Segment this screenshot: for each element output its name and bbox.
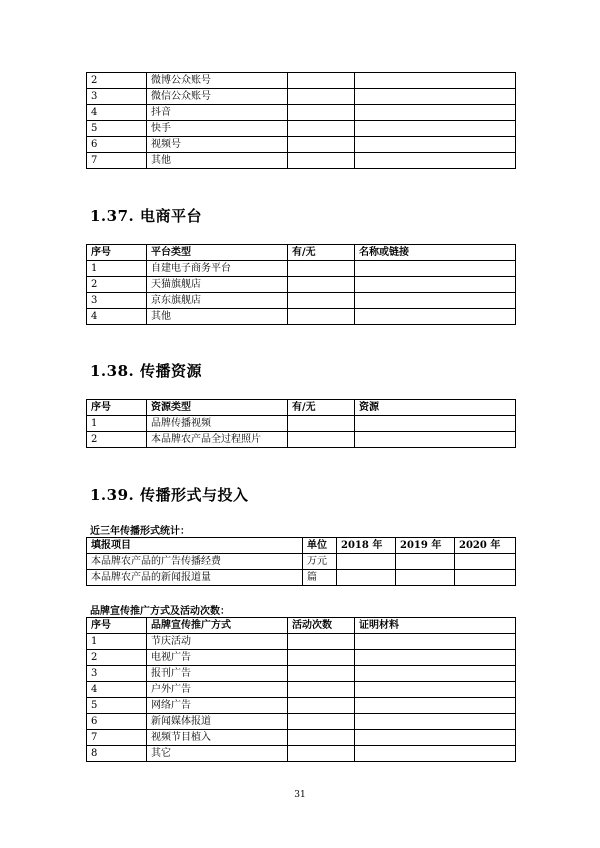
table-row — [87, 730, 516, 746]
table-cell: 本品牌农产品的广告传播经费 — [87, 554, 303, 570]
table-cell: 节庆活动 — [147, 634, 288, 650]
input-cell[interactable] — [288, 309, 355, 325]
stats-table — [86, 537, 516, 586]
input-cell[interactable] — [396, 554, 455, 570]
section-title-ecommerce: 1.37. 电商平台 — [90, 207, 202, 225]
input-cell[interactable] — [355, 309, 516, 325]
input-cell[interactable] — [355, 682, 516, 698]
table-cell: 视频号 — [147, 137, 288, 153]
col-header-has: 有/无 — [288, 400, 355, 416]
table-row — [87, 137, 516, 153]
table-row — [87, 634, 516, 650]
table-row — [87, 89, 516, 105]
table-cell: 天猫旗舰店 — [147, 277, 288, 293]
social-accounts-table — [86, 72, 516, 169]
input-cell[interactable] — [288, 682, 355, 698]
table-row — [87, 309, 516, 325]
input-cell[interactable] — [288, 73, 355, 89]
table-cell: 3 — [87, 293, 147, 309]
input-cell[interactable] — [288, 153, 355, 169]
table-cell: 京东旗舰店 — [147, 293, 288, 309]
input-cell[interactable] — [355, 634, 516, 650]
table-cell: 抖音 — [147, 105, 288, 121]
input-cell[interactable] — [288, 105, 355, 121]
resources-table — [86, 399, 516, 448]
input-cell[interactable] — [355, 261, 516, 277]
col-header-resource: 资源 — [355, 400, 516, 416]
table-row — [87, 432, 516, 448]
table-cell: 2 — [87, 650, 147, 666]
promo-caption: 品牌宣传推广方式及活动次数： — [90, 606, 230, 617]
resources-header-row — [87, 400, 516, 416]
input-cell[interactable] — [355, 666, 516, 682]
input-cell[interactable] — [288, 698, 355, 714]
promo-table-body — [87, 634, 516, 762]
col-header-has: 有/无 — [288, 245, 355, 261]
table-row — [87, 416, 516, 432]
col-header-2020: 2020 年 — [455, 538, 516, 554]
col-header-resource-type: 资源类型 — [147, 400, 288, 416]
input-cell[interactable] — [355, 730, 516, 746]
promo-table — [86, 617, 516, 762]
input-cell[interactable] — [355, 293, 516, 309]
input-cell[interactable] — [396, 570, 455, 586]
table-cell: 视频节目植入 — [147, 730, 288, 746]
input-cell[interactable] — [288, 746, 355, 762]
input-cell[interactable] — [455, 554, 516, 570]
table-cell: 本品牌农产品的新闻报道量 — [87, 570, 303, 586]
table-row — [87, 73, 516, 89]
col-header-index: 序号 — [87, 400, 147, 416]
table-row — [87, 650, 516, 666]
input-cell[interactable] — [355, 432, 516, 448]
section-title-forms-investment: 1.39. 传播形式与投入 — [90, 486, 249, 504]
section-title-resources: 1.38. 传播资源 — [90, 362, 202, 380]
table-row — [87, 293, 516, 309]
table-cell: 其他 — [147, 309, 288, 325]
promo-header-row — [87, 618, 516, 634]
table-cell: 自建电子商务平台 — [147, 261, 288, 277]
table-cell: 1 — [87, 416, 147, 432]
input-cell[interactable] — [355, 698, 516, 714]
input-cell[interactable] — [288, 432, 355, 448]
input-cell[interactable] — [355, 105, 516, 121]
input-cell[interactable] — [288, 666, 355, 682]
col-header-item: 填报项目 — [87, 538, 303, 554]
table-cell: 其它 — [147, 746, 288, 762]
table-cell: 网络广告 — [147, 698, 288, 714]
table-cell: 8 — [87, 746, 147, 762]
input-cell[interactable] — [288, 416, 355, 432]
table-cell: 报刊广告 — [147, 666, 288, 682]
stats-header-row — [87, 538, 516, 554]
input-cell[interactable] — [355, 121, 516, 137]
col-header-name-link: 名称或链接 — [355, 245, 516, 261]
input-cell[interactable] — [355, 416, 516, 432]
table-cell: 6 — [87, 714, 147, 730]
table-cell: 其他 — [147, 153, 288, 169]
table-cell: 3 — [87, 89, 147, 105]
table-cell: 4 — [87, 105, 147, 121]
input-cell[interactable] — [288, 730, 355, 746]
table-row — [87, 105, 516, 121]
input-cell[interactable] — [355, 73, 516, 89]
input-cell[interactable] — [355, 277, 516, 293]
input-cell[interactable] — [355, 89, 516, 105]
col-header-2019: 2019 年 — [396, 538, 455, 554]
table-cell: 本品牌农产品全过程照片 — [147, 432, 288, 448]
table-row — [87, 682, 516, 698]
input-cell[interactable] — [337, 570, 396, 586]
input-cell[interactable] — [355, 650, 516, 666]
table-cell: 微信公众账号 — [147, 89, 288, 105]
table-cell: 微博公众账号 — [147, 73, 288, 89]
input-cell[interactable] — [288, 293, 355, 309]
input-cell[interactable] — [355, 153, 516, 169]
col-header-index: 序号 — [87, 245, 147, 261]
input-cell[interactable] — [288, 714, 355, 730]
input-cell[interactable] — [288, 650, 355, 666]
stats-caption: 近三年传播形式统计： — [90, 526, 190, 537]
input-cell[interactable] — [288, 121, 355, 137]
input-cell[interactable] — [288, 261, 355, 277]
input-cell[interactable] — [288, 634, 355, 650]
table-row — [87, 570, 516, 586]
table-cell: 5 — [87, 121, 147, 137]
table-row — [87, 121, 516, 137]
table-cell: 3 — [87, 666, 147, 682]
table-cell: 2 — [87, 277, 147, 293]
table-cell: 1 — [87, 634, 147, 650]
input-cell[interactable] — [455, 570, 516, 586]
ecommerce-header-row — [87, 245, 516, 261]
input-cell[interactable] — [337, 554, 396, 570]
table-cell: 5 — [87, 698, 147, 714]
table-row — [87, 714, 516, 730]
social-table-body — [87, 73, 516, 169]
ecommerce-table — [86, 244, 516, 325]
table-cell: 4 — [87, 682, 147, 698]
input-cell[interactable] — [355, 746, 516, 762]
table-cell: 1 — [87, 261, 147, 277]
table-cell: 4 — [87, 309, 147, 325]
table-row — [87, 153, 516, 169]
col-header-platform-type: 平台类型 — [147, 245, 288, 261]
table-cell: 品牌传播视频 — [147, 416, 288, 432]
table-row — [87, 277, 516, 293]
table-row — [87, 666, 516, 682]
table-cell: 快手 — [147, 121, 288, 137]
col-header-2018: 2018 年 — [337, 538, 396, 554]
table-cell: 万元 — [303, 554, 337, 570]
input-cell[interactable] — [355, 137, 516, 153]
input-cell[interactable] — [288, 89, 355, 105]
table-cell: 新闻媒体报道 — [147, 714, 288, 730]
col-header-promo-method: 品牌宣传推广方式 — [147, 618, 288, 634]
input-cell[interactable] — [288, 137, 355, 153]
table-row — [87, 261, 516, 277]
table-row — [87, 698, 516, 714]
input-cell[interactable] — [288, 277, 355, 293]
resources-table-body — [87, 416, 516, 448]
col-header-activity-count: 活动次数 — [288, 618, 355, 634]
table-row — [87, 554, 516, 570]
table-cell: 6 — [87, 137, 147, 153]
col-header-proof-material: 证明材料 — [355, 618, 516, 634]
table-cell: 2 — [87, 432, 147, 448]
table-cell: 7 — [87, 153, 147, 169]
table-cell: 2 — [87, 73, 147, 89]
table-cell: 篇 — [303, 570, 337, 586]
ecommerce-table-body — [87, 261, 516, 325]
table-cell: 电视广告 — [147, 650, 288, 666]
table-row — [87, 746, 516, 762]
col-header-unit: 单位 — [303, 538, 337, 554]
col-header-index: 序号 — [87, 618, 147, 634]
table-cell: 户外广告 — [147, 682, 288, 698]
page-number: 31 — [294, 790, 306, 800]
stats-table-body — [87, 554, 516, 586]
table-cell: 7 — [87, 730, 147, 746]
input-cell[interactable] — [355, 714, 516, 730]
